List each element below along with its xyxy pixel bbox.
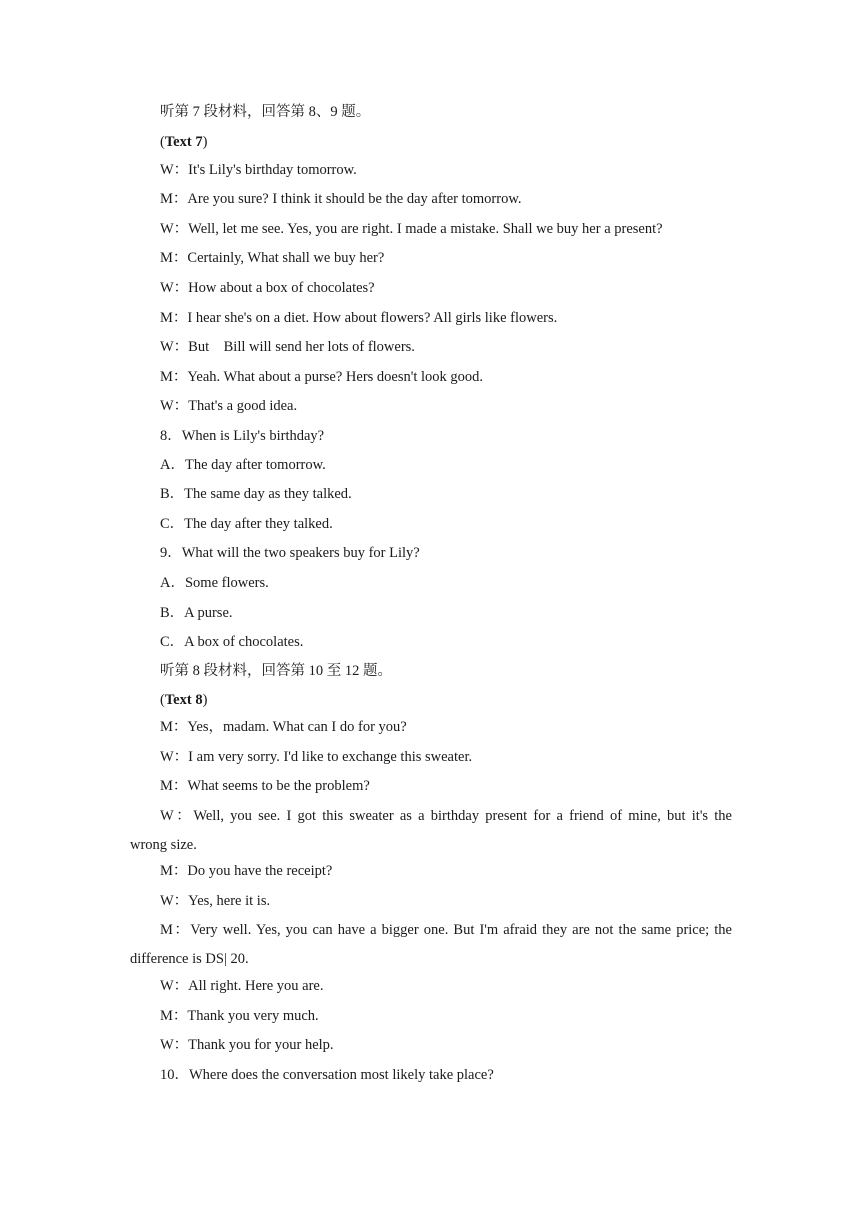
dialog-line: W：Yes, here it is. xyxy=(160,893,271,909)
option-9a: A．Some flowers. xyxy=(160,575,269,591)
section-heading-text7: 听第 7 段材料，回答第 8、9 题。 xyxy=(160,104,371,120)
dialog-line: M：Thank you very much. xyxy=(160,1008,319,1024)
option-9b: B．A purse. xyxy=(160,605,233,621)
question-10: 10．Where does the conversation most likely take place? xyxy=(160,1067,494,1083)
option-8c: C．The day after they talked. xyxy=(160,516,333,532)
question-8: 8．When is Lily's birthday? xyxy=(160,428,325,444)
option-9c: C．A box of chocolates. xyxy=(160,634,304,650)
dialog-line: M：Are you sure? I think it should be the day after tomorrow. xyxy=(160,191,522,207)
dialog-line: W：How about a box of chocolates? xyxy=(160,280,375,296)
option-8b: B．The same day as they talked. xyxy=(160,486,352,502)
dialog-line: M：Yes，madam. What can I do for you? xyxy=(160,719,407,735)
dialog-line: W：Well, let me see. Yes, you are right. I made a mistake. Shall we buy her a present? xyxy=(160,221,663,237)
dialog-line: M：Do you have the receipt? xyxy=(160,863,333,879)
dialog-line: W：Thank you for your help. xyxy=(160,1037,334,1053)
dialog-line: W：That's a good idea. xyxy=(160,398,298,414)
dialog-line: M：Yeah. What about a purse? Hers doesn't look good. xyxy=(160,369,484,385)
section-heading-text8: 听第 8 段材料，回答第 10 至 12 题。 xyxy=(160,663,392,679)
dialog-line: W：But Bill will send her lots of flowers. xyxy=(160,339,415,355)
dialog-paragraph: W：Well, you see. I got this sweater as a birthday present for a friend of mine, but it's the wrong size. xyxy=(130,808,732,853)
dialog-line: M：I hear she's on a diet. How about flowers? All girls like flowers. xyxy=(160,310,558,326)
question-9: 9．What will the two speakers buy for Lily? xyxy=(160,545,420,561)
dialog-line: W：It's Lily's birthday tomorrow. xyxy=(160,162,357,178)
text8-label: (Text 8) xyxy=(160,692,208,708)
dialog-line: W：All right. Here you are. xyxy=(160,978,324,994)
option-8a: A．The day after tomorrow. xyxy=(160,457,326,473)
dialog-line: M：What seems to be the problem? xyxy=(160,778,370,794)
dialog-line: W：I am very sorry. I'd like to exchange this sweater. xyxy=(160,749,473,765)
text7-label: (Text 7) xyxy=(160,134,208,150)
dialog-line: M：Certainly, What shall we buy her? xyxy=(160,250,385,266)
dialog-paragraph: M：Very well. Yes, you can have a bigger one. But I'm afraid they are not the same price; the difference is DS| 20. xyxy=(130,922,732,967)
